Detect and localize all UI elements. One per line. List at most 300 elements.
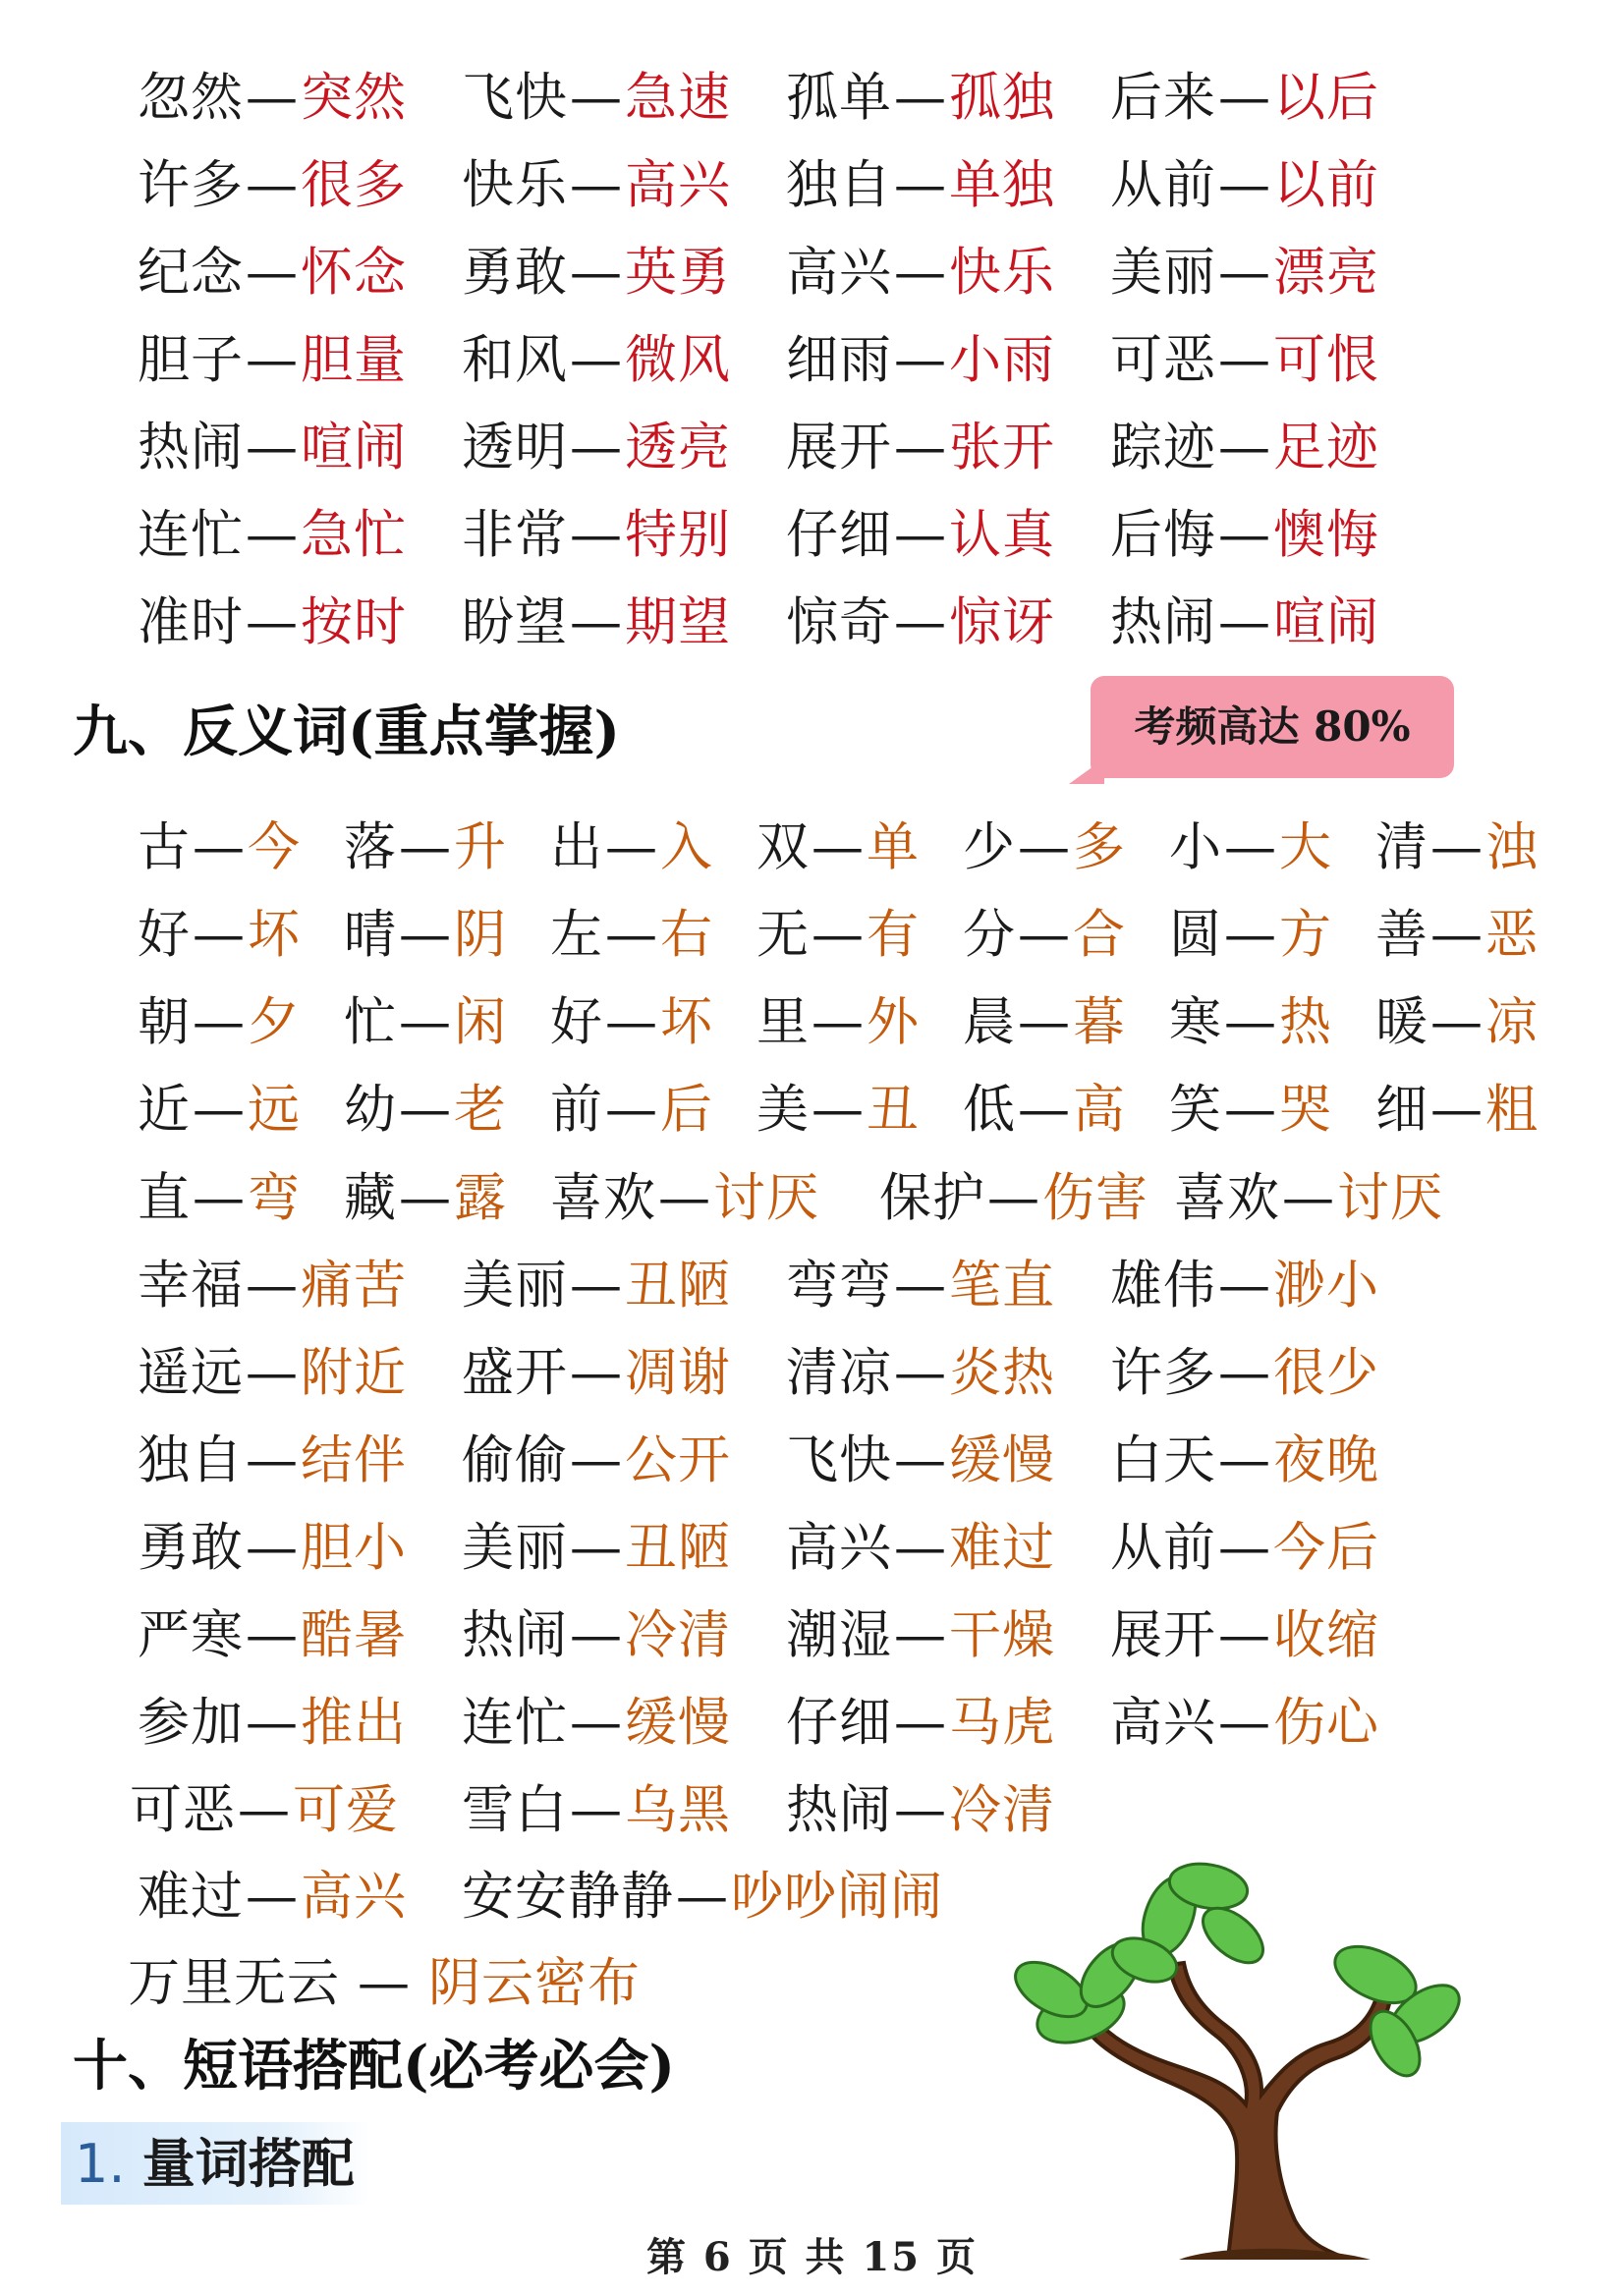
- synonym-word: 特别: [625, 505, 731, 565]
- word-row: [0, 1679, 1624, 1767]
- antonym-word: 粗: [1485, 1080, 1539, 1140]
- antonym-word: 阴云密布: [428, 1953, 641, 2013]
- dash: —: [1430, 905, 1484, 965]
- antonym-pair: [786, 1417, 1055, 1505]
- antonym-pair: [550, 979, 713, 1067]
- synonym-word: 以前: [1273, 155, 1379, 215]
- antonym-word: 丑陋: [625, 1256, 731, 1316]
- dash: —: [358, 1953, 411, 2013]
- synonym-word: 以后: [1273, 68, 1379, 128]
- antonym-pair: [963, 979, 1126, 1067]
- word: 忙: [344, 992, 397, 1052]
- antonym-word: 浊: [1485, 817, 1539, 877]
- word: 里: [756, 992, 810, 1052]
- antonym-pair: [1110, 1504, 1379, 1593]
- synonym-word: 很多: [301, 155, 407, 215]
- antonym-word: 夜晚: [1273, 1430, 1379, 1490]
- word: 暖: [1375, 992, 1428, 1052]
- word: 喜欢: [1174, 1168, 1280, 1228]
- word: 许多: [138, 155, 244, 215]
- antonym-pair: [138, 1679, 407, 1767]
- antonym-word: 热: [1279, 992, 1332, 1052]
- word: 飞快: [462, 68, 568, 128]
- word-row: [0, 1242, 1624, 1330]
- synonym-pair: [138, 141, 407, 230]
- antonym-word: 闲: [454, 992, 507, 1052]
- antonym-pair: [1169, 891, 1332, 980]
- antonym-pair: [462, 1766, 731, 1855]
- dash: —: [570, 1343, 623, 1403]
- word: 美: [756, 1080, 810, 1140]
- antonym-word: 凋谢: [625, 1343, 731, 1403]
- word: 无: [756, 905, 810, 965]
- antonym-word: 难过: [949, 1518, 1055, 1578]
- antonym-word: 凉: [1485, 992, 1539, 1052]
- antonym-pair: [550, 1066, 713, 1154]
- antonym-word: 冷清: [625, 1605, 731, 1665]
- antonym-pair: [756, 979, 920, 1067]
- synonym-pair: [786, 141, 1055, 230]
- word: 小: [1169, 817, 1222, 877]
- synonym-word: 怀念: [301, 243, 407, 303]
- synonym-pair: [138, 54, 407, 142]
- dash: —: [193, 1080, 246, 1140]
- antonym-pair: [1110, 1329, 1379, 1418]
- antonym-pair: [1169, 979, 1332, 1067]
- antonym-word: 高兴: [301, 1867, 407, 1927]
- frequency-badge: 考频高达 80%: [1091, 676, 1454, 778]
- synonym-word: 期望: [625, 592, 731, 652]
- dash: —: [605, 817, 658, 877]
- antonym-word: 酷暑: [301, 1605, 407, 1665]
- antonym-word: 夕: [248, 992, 301, 1052]
- antonym-pair: [786, 1504, 1055, 1593]
- dash: —: [676, 1867, 729, 1927]
- dash: —: [1218, 418, 1271, 477]
- word: 白天: [1110, 1430, 1216, 1490]
- dash: —: [1218, 592, 1271, 652]
- word: 展开: [786, 418, 892, 477]
- word: 美丽: [462, 1518, 568, 1578]
- dash: —: [1224, 1080, 1277, 1140]
- synonym-pair: [1110, 229, 1379, 317]
- antonym-pair: [138, 1066, 301, 1154]
- antonym-word: 缓慢: [949, 1430, 1055, 1490]
- dash: —: [1218, 1256, 1271, 1316]
- word: 透明: [462, 418, 568, 477]
- antonym-pair: [786, 1679, 1055, 1767]
- dash: —: [894, 155, 947, 215]
- antonym-word: 方: [1279, 905, 1332, 965]
- antonym-pair: [550, 1154, 819, 1243]
- synonym-pair: [1110, 316, 1379, 405]
- dash: —: [238, 1780, 291, 1840]
- word: 忽然: [138, 68, 244, 128]
- antonym-pair: [1375, 979, 1539, 1067]
- antonym-idiom-pair: [128, 1939, 641, 2028]
- word-row: [0, 1329, 1624, 1418]
- word: 清凉: [786, 1343, 892, 1403]
- antonym-word: 合: [1073, 905, 1126, 965]
- antonym-pair: [1174, 1154, 1443, 1243]
- word: 独自: [138, 1430, 244, 1490]
- antonym-pair: [462, 1679, 731, 1767]
- word: 高兴: [1110, 1693, 1216, 1753]
- dash: —: [1218, 505, 1271, 565]
- antonym-pair: [344, 1154, 507, 1243]
- antonym-pair: [344, 1066, 507, 1154]
- antonym-pair: [963, 1066, 1126, 1154]
- word: 古: [138, 817, 191, 877]
- antonym-pair: [344, 804, 507, 892]
- dash: —: [1218, 1518, 1271, 1578]
- dash: —: [1282, 1168, 1335, 1228]
- dash: —: [246, 1518, 299, 1578]
- dash: —: [246, 592, 299, 652]
- antonym-pair: [462, 1242, 731, 1330]
- synonym-pair: [462, 579, 731, 667]
- word: 美丽: [1110, 243, 1216, 303]
- word: 分: [963, 905, 1016, 965]
- word: 喜欢: [550, 1168, 656, 1228]
- dash: —: [605, 1080, 658, 1140]
- word-row: [0, 1154, 1624, 1243]
- dash: —: [987, 1168, 1040, 1228]
- dash: —: [246, 68, 299, 128]
- dash: —: [1018, 1080, 1071, 1140]
- dash: —: [193, 1168, 246, 1228]
- synonym-pair: [462, 404, 731, 492]
- antonym-pair: [963, 804, 1126, 892]
- word: 圆: [1169, 905, 1222, 965]
- word: 安安静静: [462, 1867, 674, 1927]
- antonym-pair: [138, 1853, 407, 1941]
- word: 清: [1375, 817, 1428, 877]
- word: 后悔: [1110, 505, 1216, 565]
- antonym-word: 丑陋: [625, 1518, 731, 1578]
- word: 参加: [138, 1693, 244, 1753]
- dash: —: [570, 1693, 623, 1753]
- dash: —: [605, 992, 658, 1052]
- antonym-word: 坏: [660, 992, 713, 1052]
- synonym-pair: [462, 54, 731, 142]
- dash: —: [1218, 1430, 1271, 1490]
- dash: —: [894, 1430, 947, 1490]
- tree-illustration: [982, 1847, 1533, 2260]
- word: 热闹: [1110, 592, 1216, 652]
- word: 非常: [462, 505, 568, 565]
- word: 仔细: [786, 1693, 892, 1753]
- word: 孤单: [786, 68, 892, 128]
- antonym-word: 露: [454, 1168, 507, 1228]
- antonym-word: 有: [867, 905, 920, 965]
- antonym-pair: [138, 1242, 407, 1330]
- synonym-pair: [138, 579, 407, 667]
- antonym-pair: [550, 891, 713, 980]
- word: 晨: [963, 992, 1016, 1052]
- synonym-word: 快乐: [949, 243, 1055, 303]
- word: 和风: [462, 330, 568, 390]
- synonym-pair: [138, 229, 407, 317]
- synonym-word: 急速: [625, 68, 731, 128]
- word: 勇敢: [462, 243, 568, 303]
- word: 热闹: [138, 418, 244, 477]
- antonym-word: 弯: [248, 1168, 301, 1228]
- word: 偷偷: [462, 1430, 568, 1490]
- word: 双: [756, 817, 810, 877]
- antonym-word: 阴: [454, 905, 507, 965]
- word: 勇敢: [138, 1518, 244, 1578]
- dash: —: [1430, 992, 1484, 1052]
- word: 细: [1375, 1080, 1428, 1140]
- synonym-word: 喧闹: [1273, 592, 1379, 652]
- word: 后来: [1110, 68, 1216, 128]
- word: 纪念: [138, 243, 244, 303]
- antonym-word: 收缩: [1273, 1605, 1379, 1665]
- word-row: [0, 1592, 1624, 1680]
- antonym-word: 很少: [1273, 1343, 1379, 1403]
- dash: —: [1430, 817, 1484, 877]
- antonym-pair: [462, 1504, 731, 1593]
- word: 雄伟: [1110, 1256, 1216, 1316]
- antonym-pair: [786, 1242, 1055, 1330]
- dash: —: [894, 592, 947, 652]
- dash: —: [246, 1343, 299, 1403]
- word-row: [0, 141, 1624, 230]
- word: 惊奇: [786, 592, 892, 652]
- dash: —: [812, 992, 865, 1052]
- antonym-word: 吵吵闹闹: [731, 1867, 943, 1927]
- antonym-word: 升: [454, 817, 507, 877]
- dash: —: [399, 1080, 452, 1140]
- antonym-word: 单: [867, 817, 920, 877]
- word: 少: [963, 817, 1016, 877]
- antonym-pair: [786, 1592, 1055, 1680]
- antonym-word: 远: [248, 1080, 301, 1140]
- dash: —: [246, 1430, 299, 1490]
- synonym-word: 喧闹: [301, 418, 407, 477]
- sub-heading-number: 1.: [75, 2133, 126, 2195]
- antonym-word: 讨厌: [1337, 1168, 1443, 1228]
- synonym-word: 可恨: [1273, 330, 1379, 390]
- sub-heading-measure-words: [61, 2122, 370, 2205]
- antonym-pair: [462, 1329, 731, 1418]
- antonym-word: 冷清: [949, 1780, 1055, 1840]
- antonym-pair: [138, 891, 301, 980]
- dash: —: [1218, 330, 1271, 390]
- synonym-word: 张开: [949, 418, 1055, 477]
- dash: —: [894, 1605, 947, 1665]
- synonym-pair: [1110, 54, 1379, 142]
- antonym-word: 炎热: [949, 1343, 1055, 1403]
- antonym-pair: [462, 1853, 943, 1941]
- antonym-word: 笔直: [949, 1256, 1055, 1316]
- dash: —: [570, 1256, 623, 1316]
- dash: —: [605, 905, 658, 965]
- antonym-word: 恶: [1485, 905, 1539, 965]
- word: 出: [550, 817, 603, 877]
- antonym-pair: [756, 804, 920, 892]
- word-row: [0, 404, 1624, 492]
- synonym-pair: [786, 491, 1055, 580]
- antonym-pair: [1375, 804, 1539, 892]
- word: 独自: [786, 155, 892, 215]
- dash: —: [193, 992, 246, 1052]
- word-row: [0, 979, 1624, 1067]
- tree-trunk: [1086, 1963, 1390, 2260]
- dash: —: [1018, 905, 1071, 965]
- dash: —: [193, 905, 246, 965]
- word: 热闹: [462, 1605, 568, 1665]
- synonym-word: 透亮: [625, 418, 731, 477]
- word: 潮湿: [786, 1605, 892, 1665]
- word-row: [0, 491, 1624, 580]
- word-row: [0, 579, 1624, 667]
- dash: —: [894, 243, 947, 303]
- antonym-pair: [786, 1329, 1055, 1418]
- dash: —: [570, 1518, 623, 1578]
- antonym-pair: [756, 1066, 920, 1154]
- word: 近: [138, 1080, 191, 1140]
- word-row: [0, 1417, 1624, 1505]
- word: 严寒: [138, 1605, 244, 1665]
- antonym-pair: [1110, 1679, 1379, 1767]
- synonym-pair: [462, 229, 731, 317]
- word: 善: [1375, 905, 1428, 965]
- synonym-pair: [786, 229, 1055, 317]
- antonym-pair: [963, 891, 1126, 980]
- synonym-word: 英勇: [625, 243, 731, 303]
- synonym-pair: [138, 491, 407, 580]
- word: 连忙: [462, 1693, 568, 1753]
- antonym-word: 痛苦: [301, 1256, 407, 1316]
- dash: —: [399, 992, 452, 1052]
- dash: —: [894, 330, 947, 390]
- antonym-pair: [138, 1592, 407, 1680]
- antonym-word: 丑: [867, 1080, 920, 1140]
- dash: —: [812, 1080, 865, 1140]
- dash: —: [399, 1168, 452, 1228]
- antonym-word: 今后: [1273, 1518, 1379, 1578]
- antonym-pair: [462, 1417, 731, 1505]
- antonym-word: 胆小: [301, 1518, 407, 1578]
- antonym-word: 哭: [1279, 1080, 1332, 1140]
- word: 前: [550, 1080, 603, 1140]
- antonym-word: 入: [660, 817, 713, 877]
- antonym-word: 渺小: [1273, 1256, 1379, 1316]
- antonym-pair: [344, 979, 507, 1067]
- synonym-word: 突然: [301, 68, 407, 128]
- dash: —: [894, 1256, 947, 1316]
- dash: —: [894, 68, 947, 128]
- dash: —: [1224, 992, 1277, 1052]
- synonym-pair: [1110, 579, 1379, 667]
- dash: —: [246, 1867, 299, 1927]
- word: 寒: [1169, 992, 1222, 1052]
- dash: —: [894, 505, 947, 565]
- synonym-pair: [1110, 404, 1379, 492]
- antonym-word: 结伴: [301, 1430, 407, 1490]
- antonym-word: 伤害: [1042, 1168, 1148, 1228]
- antonym-word: 缓慢: [625, 1693, 731, 1753]
- dash: —: [246, 243, 299, 303]
- word-row: [0, 804, 1624, 892]
- dash: —: [246, 330, 299, 390]
- dash: —: [1224, 905, 1277, 965]
- antonym-pair: [1375, 891, 1539, 980]
- word: 朝: [138, 992, 191, 1052]
- antonym-pair: [879, 1154, 1148, 1243]
- antonym-word: 干燥: [949, 1605, 1055, 1665]
- antonym-word: 后: [660, 1080, 713, 1140]
- antonym-pair: [130, 1766, 399, 1855]
- dash: —: [246, 418, 299, 477]
- dash: —: [1218, 243, 1271, 303]
- synonym-word: 微风: [625, 330, 731, 390]
- dash: —: [894, 1343, 947, 1403]
- word: 许多: [1110, 1343, 1216, 1403]
- synonym-word: 小雨: [949, 330, 1055, 390]
- dash: —: [894, 1518, 947, 1578]
- dash: —: [1224, 817, 1277, 877]
- word: 美丽: [462, 1256, 568, 1316]
- antonym-pair: [138, 1417, 407, 1505]
- synonym-word: 单独: [949, 155, 1055, 215]
- antonym-word: 老: [454, 1080, 507, 1140]
- antonym-pair: [1169, 1066, 1332, 1154]
- synonym-word: 胆量: [301, 330, 407, 390]
- word: 雪白: [462, 1780, 568, 1840]
- antonym-word: 讨厌: [713, 1168, 819, 1228]
- word-row: [0, 316, 1624, 405]
- dash: —: [1018, 817, 1071, 877]
- word: 展开: [1110, 1605, 1216, 1665]
- word: 落: [344, 817, 397, 877]
- antonym-pair: [462, 1592, 731, 1680]
- dash: —: [246, 1605, 299, 1665]
- antonym-pair: [1110, 1592, 1379, 1680]
- antonym-pair: [786, 1766, 1055, 1855]
- antonym-word: 暮: [1073, 992, 1126, 1052]
- dash: —: [570, 418, 623, 477]
- dash: —: [1430, 1080, 1484, 1140]
- dash: —: [570, 505, 623, 565]
- dash: —: [1218, 1693, 1271, 1753]
- antonym-pair: [1110, 1417, 1379, 1505]
- synonym-pair: [786, 579, 1055, 667]
- dash: —: [1218, 155, 1271, 215]
- antonym-pair: [550, 804, 713, 892]
- dash: —: [246, 1256, 299, 1316]
- dash: —: [193, 817, 246, 877]
- dash: —: [570, 1605, 623, 1665]
- dash: —: [1018, 992, 1071, 1052]
- word: 仔细: [786, 505, 892, 565]
- section-10-title: 十、短语搭配(必考必会): [73, 2034, 675, 2099]
- word: 踪迹: [1110, 418, 1216, 477]
- word: 左: [550, 905, 603, 965]
- synonym-word: 高兴: [625, 155, 731, 215]
- antonym-pair: [344, 891, 507, 980]
- dash: —: [1218, 68, 1271, 128]
- antonym-word: 右: [660, 905, 713, 965]
- word: 连忙: [138, 505, 244, 565]
- word: 快乐: [462, 155, 568, 215]
- synonym-word: 漂亮: [1273, 243, 1379, 303]
- synonym-pair: [1110, 141, 1379, 230]
- sub-heading-text: 量词搭配: [141, 2132, 355, 2195]
- dash: —: [570, 155, 623, 215]
